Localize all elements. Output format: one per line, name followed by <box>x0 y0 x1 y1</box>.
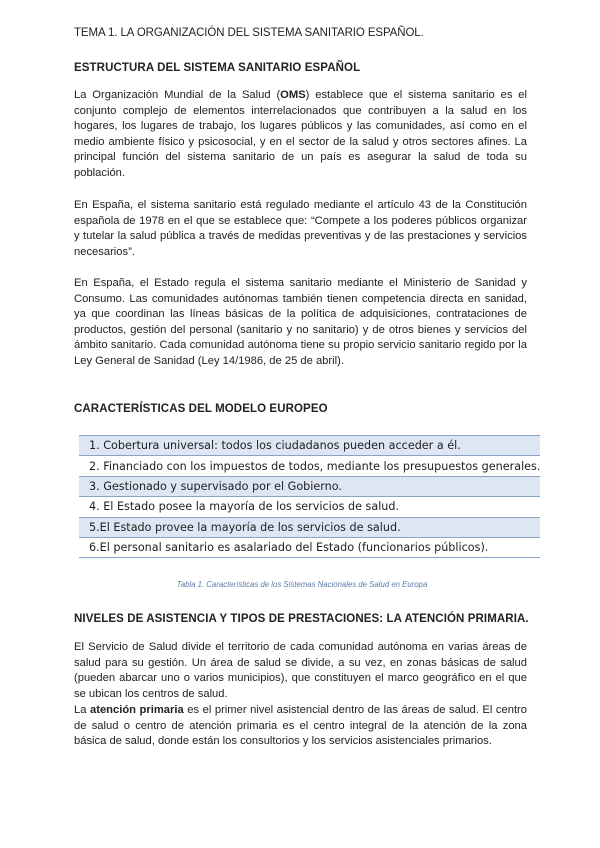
paragraph-oms-post: ) establece que el sistema sanitario es el conjunto complejo de elementos interrelacionados que contribuyen a la salud en los hogares, los lugares de trabajo, los lugares públicos y las comunidades, así como en el medio ambiente físico y psicosocial, y en el sector de la salud y otros sectores afines. La principal función del sistema sanitario de un país es asegurar la salud de toda su población. <box>74 89 527 179</box>
table-row <box>79 436 540 456</box>
table-cell: 1. Cobertura universal: todos los ciudadanos pueden acceder a él. <box>79 436 540 456</box>
topic-title: TEMA 1. LA ORGANIZACIÓN DEL SISTEMA SANITARIO ESPAÑOL. <box>74 27 424 39</box>
oms-acronym: OMS <box>280 89 306 101</box>
table-cell: 2. Financiado con los impuestos de todos, mediante los presupuestos generales. <box>79 456 540 476</box>
table-cell: 3. Gestionado y supervisado por el Gobierno. <box>79 476 540 496</box>
table-row <box>79 476 540 496</box>
table-row <box>79 537 540 557</box>
paragraph-estado: En España, el Estado regula el sistema sanitario mediante el Ministerio de Sanidad y Consumo. Las comunidades autónomas también tienen competencia directa en sanidad, ya que coordinan las líneas básicas de la política de adquisiciones, contrataciones de productos, gestión del personal (sanitario y no sanitario) y de otros bienes y servicios del ámbito sanitario. Cada comunidad autónoma tiene su propio servicio sanitario regido por la Ley General de Sanidad (Ley 14/1986, de 25 de abril). <box>74 277 527 367</box>
section-heading-estructura: ESTRUCTURA DEL SISTEMA SANITARIO ESPAÑOL <box>74 62 361 74</box>
table-row <box>79 497 540 517</box>
paragraph-areas-salud: El Servicio de Salud divide el territorio de cada comunidad autónoma en varias áreas de salud para su gestión. Un área de salud se divide, a su vez, en zonas básicas de salud (pueden abarcar uno o varios municipios), que constituyen el marco geográfico en el que se ubican los centros de salud. <box>74 641 527 700</box>
paragraph-ap-pre: La <box>74 704 90 716</box>
paragraph-constitucion: En España, el sistema sanitario está regulado mediante el artículo 43 de la Constitución española de 1978 en el que se establece que: “Compete a los poderes públicos organizar y tutelar la salud pública a través de medidas preventivas y de las prestaciones y servicios necesarios”. <box>74 199 527 258</box>
table-row <box>79 456 540 476</box>
paragraph-atencion-primaria <box>74 703 527 750</box>
table-cell: 4. El Estado posee la mayoría de los servicios de salud. <box>79 497 540 517</box>
characteristics-table <box>79 435 540 558</box>
section-heading-atencion-primaria: NIVELES DE ASISTENCIA Y TIPOS DE PRESTACIONES: LA ATENCIÓN PRIMARIA. <box>74 613 529 625</box>
atencion-primaria-term: atención primaria <box>90 704 184 716</box>
table-row <box>79 517 540 537</box>
table-cell: 5.El Estado provee la mayoría de los servicios de salud. <box>79 517 540 537</box>
paragraph-ap-post: es el primer nivel asistencial dentro de las áreas de salud. El centro de salud o centro de atención primaria es el centro integral de la atención de la zona básica de salud, donde están los consultorios y los servicios asistenciales primarios. <box>74 704 527 748</box>
table-cell: 6.El personal sanitario es asalariado del Estado (funcionarios públicos). <box>79 537 540 557</box>
paragraph-oms-pre: La Organización Mundial de la Salud ( <box>74 89 281 101</box>
table-caption: Tabla 1. Características de los Sistemas Nacionales de Salud en Europa <box>176 580 428 589</box>
section-heading-modelo-europeo: CARACTERÍSTICAS DEL MODELO EUROPEO <box>74 403 328 415</box>
paragraph-oms <box>74 88 527 182</box>
